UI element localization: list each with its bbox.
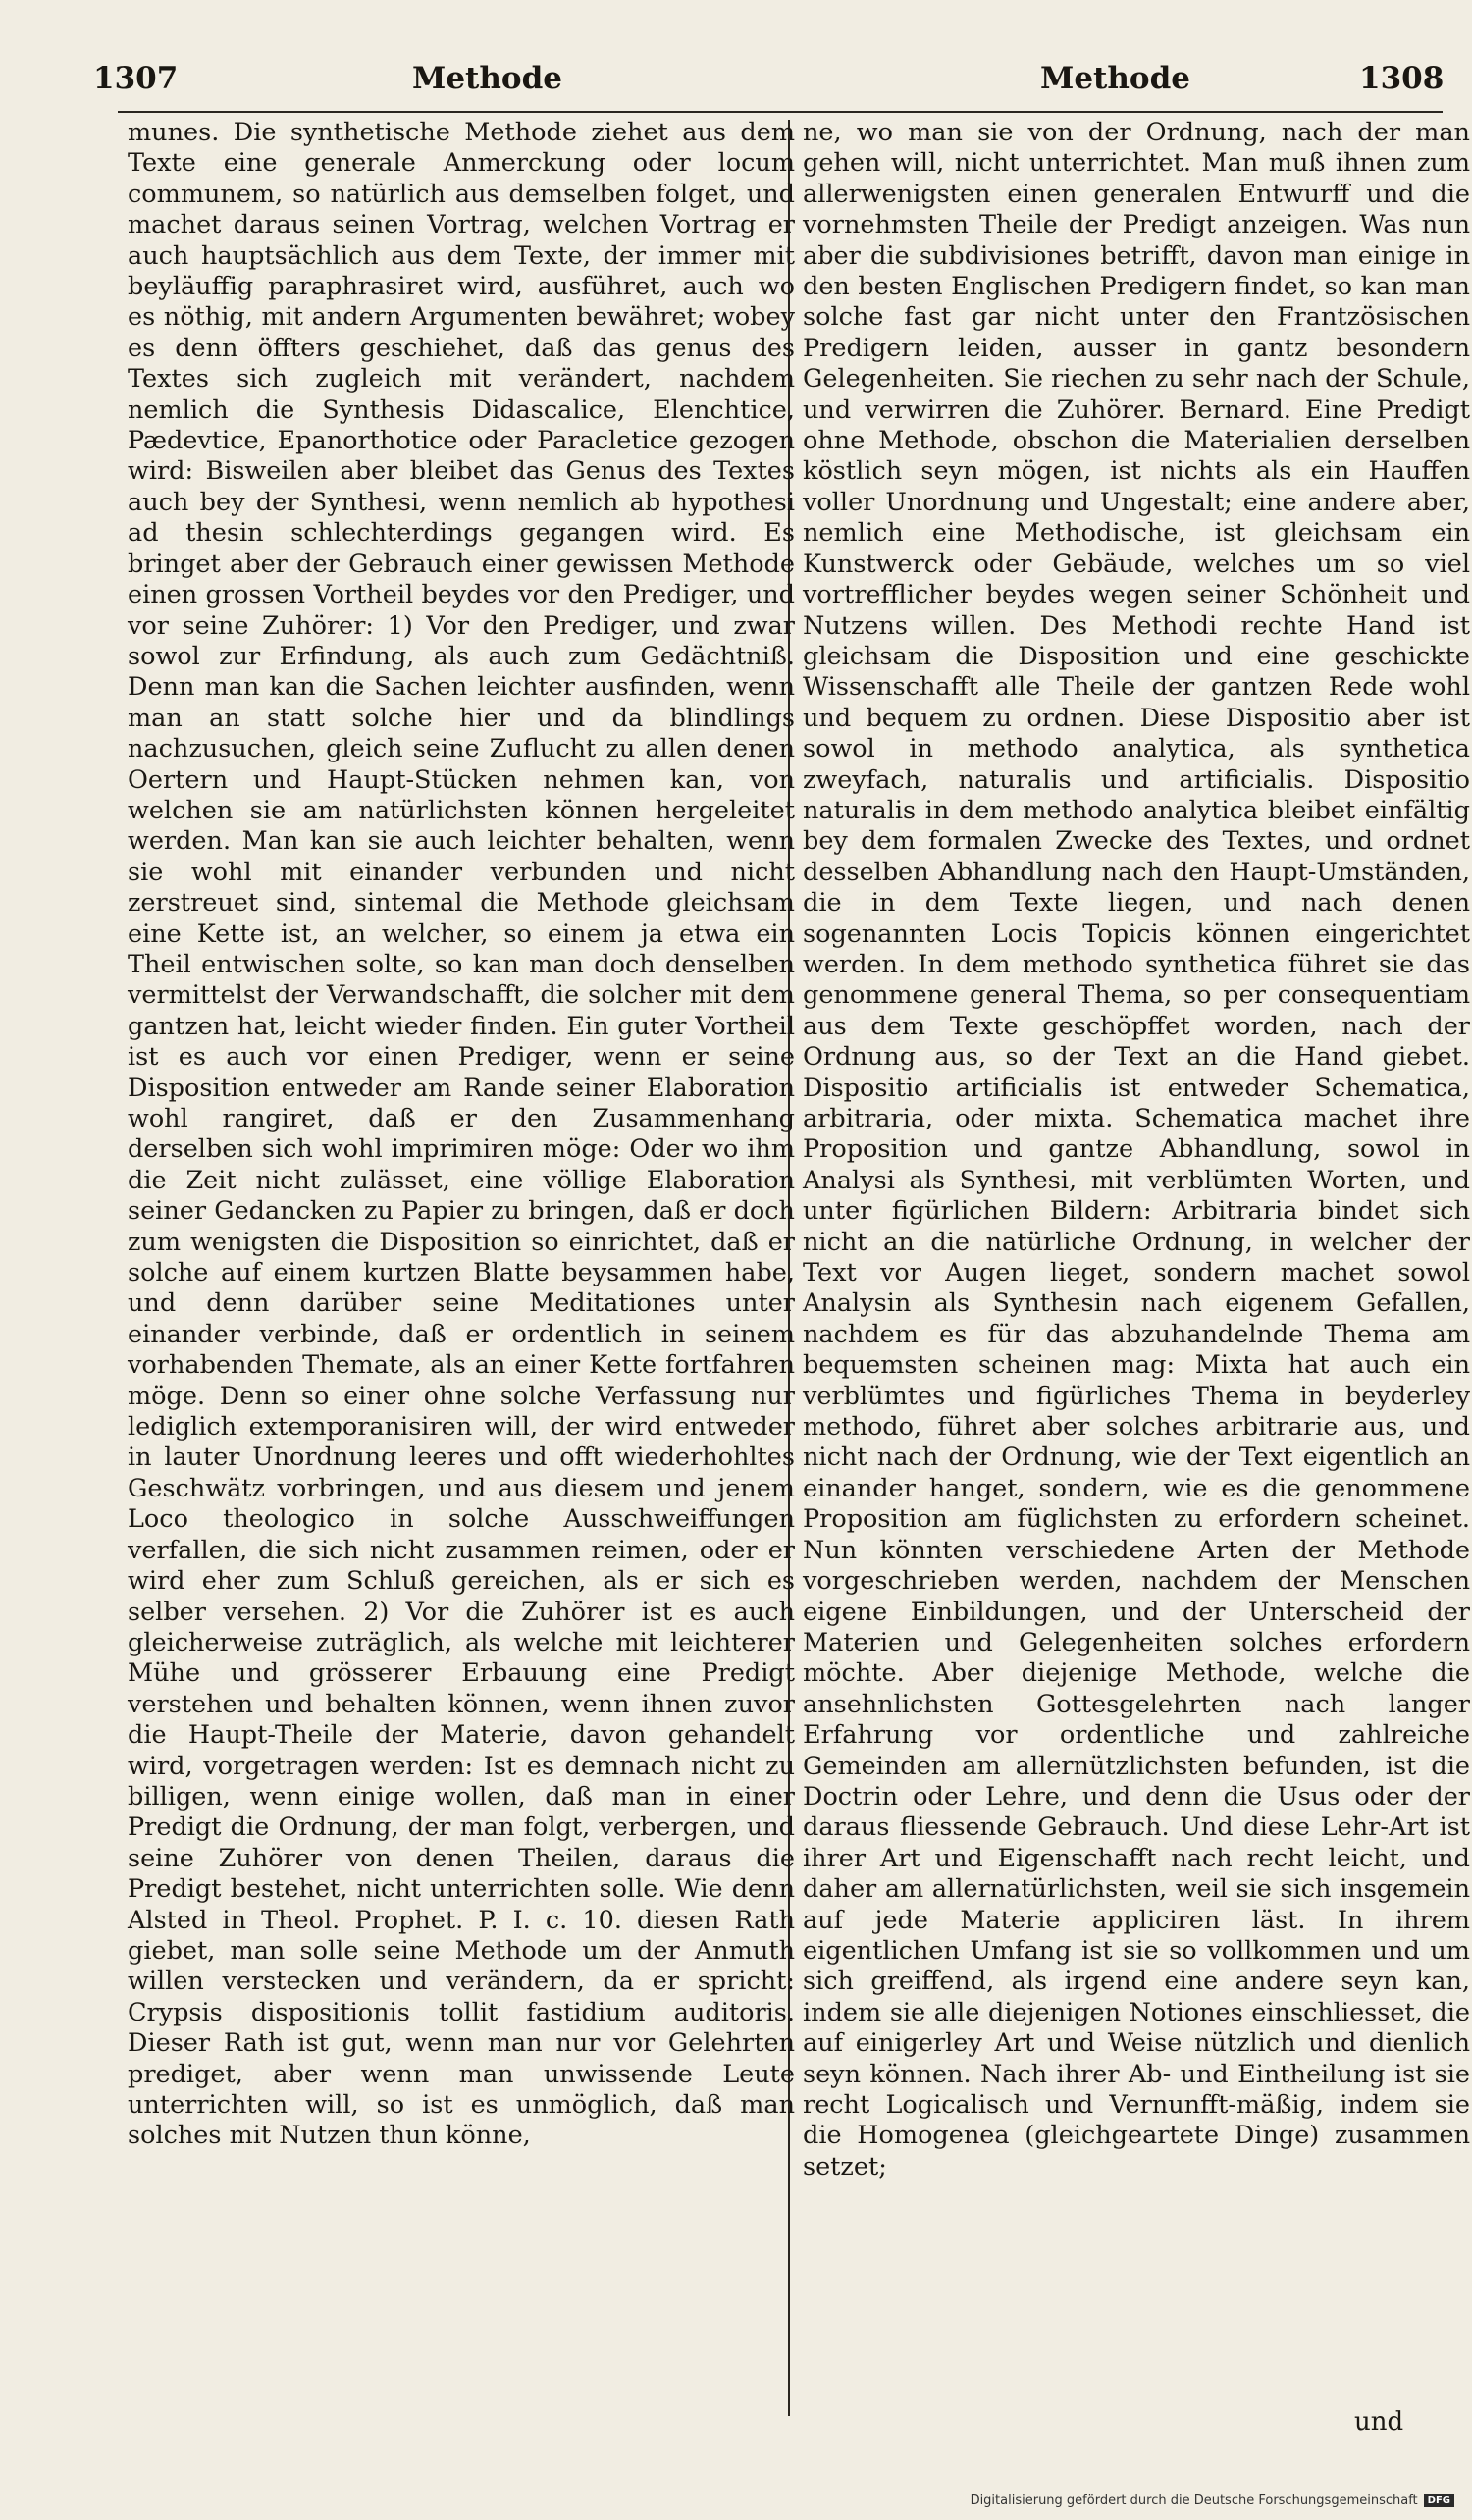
right-column-text: ne, wo man sie von der Ordnung, nach der man gehen will, nicht unterrichtet. Man muß ihnen zum allerwenigsten einen generalen Entwurff und die vornehmsten Theile der Predigt anzeigen. Was nun aber die subdivisiones betrifft, davon man einige in den besten Englischen Predigern findet, so kan man solche fast gar nicht unter den Frantzösischen Predigern leiden, ausser in gantz besondern Gelegenheiten. Sie riechen zu sehr nach der Schule, und verwirren die Zuhörer. Bernard. Eine Predigt ohne Methode, obschon die Materialien derselben köstlich seyn mögen, ist nichts als ein Hauffen voller Unordnung und Ungestalt; eine andere aber, nemlich eine Methodische, ist gleichsam ein Kunstwerck oder Gebäude, welches um so viel vortrefflicher beydes wegen seiner Schönheit und Nutzens willen. Des Methodi rechte Hand ist gleichsam die Disposition und eine geschickte Wissenschafft alle Theile der gantzen Rede wohl und bequem zu ordnen. Diese Dispositio aber ist sowol in methodo analytica, als synthetica zweyfach, naturalis und artificialis. Dispositio naturalis in dem methodo analytica bleibet einfältig bey dem formalen Zwecke des Textes, und ordnet desselben Abhandlung nach den Haupt-Umständen, die in dem Texte liegen, und nach denen sogenannten Locis Topicis können eingerichtet werden. In dem methodo synthetica führet sie das genommene general Thema, so per consequentiam aus dem Texte geschöpffet worden, nach der Ordnung aus, so der Text an die Hand giebet. Dispositio artificialis ist entweder Schematica, arbitraria, oder mixta. Schematica machet ihre Proposition und gantze Abhandlung, sowol in Analysi als Synthesi, mit verblümten Worten, und unter figürlichen Bildern: Arbitraria bindet sich nicht an die natürliche Ordnung, in welcher der Text vor Augen lieget, sondern machet sowol Analysin als Synthesin nach eigenem Gefallen, nachdem es für das abzuhandelnde Thema am bequemsten scheinen mag: Mixta hat auch ein verblümtes und figürliches Thema in beyderley methodo, führet aber solches arbitrarie aus, und nicht nach der Ordnung, wie der Text eigentlich an einander hanget, sondern, wie es die genommene Proposition am füglichsten zu erfordern scheinet. Nun könnten verschiedene Arten der Methode vorgeschrieben werden, nachdem der Menschen eigene Einbildungen, und der Unterscheid der Materien und Gelegenheiten solches erfordern möchte. Aber diejenige Methode, welche die ansehnlichsten Gottesgelehrten nach langer Erfahrung vor ordentliche und zahlreiche Gemeinden am allernützlichsten befunden, ist die Doctrin oder Lehre, und denn die Usus oder der daraus fliessende Gebrauch. Und diese Lehr-Art ist ihrer Art und Eigenschafft nach recht leicht, und daher am allernatürlichsten, weil sie sich insgemein auf jede Materie appliciren läst. In ihrem eigentlichen Umfang ist sie so vollkommen und um sich greiffend, als irgend eine andere seyn kan, indem sie alle diejenigen Notiones einschliesset, die auf einigerley Art und Weise nützlich und dienlich seyn können. Nach ihrer Ab- und Eintheilung ist sie recht Logicalisch und Vernunfft-mäßig, indem sie die Homogenea (gleichgeartete Dinge) zusammen setzet;: [803, 118, 1470, 2181]
digitization-footer: [971, 2494, 1454, 2508]
header-rule: [118, 111, 1443, 113]
running-header: [0, 61, 1472, 116]
footer-credit: Digitalisierung gefördert durch die Deutsche Forschungsgemeinschaft: [970, 2494, 1418, 2508]
right-column: [803, 118, 1470, 2182]
dfg-logo-icon: DFG: [1424, 2494, 1454, 2507]
page-number-left: 1307: [93, 61, 179, 96]
catchword: und: [1354, 2407, 1404, 2437]
left-column: [128, 118, 795, 2152]
headword-left: Methode: [412, 61, 562, 96]
page-number-right: 1308: [1359, 61, 1445, 96]
headword-right: Methode: [1040, 61, 1190, 96]
left-column-text: munes. Die synthetische Methode ziehet aus dem Texte eine generale Anmerckung oder locum communem, so natürlich aus demselben folget, und machet daraus seinen Vortrag, welchen Vortrag er auch hauptsächlich aus dem Texte, der immer mit beyläuffig paraphrasiret wird, ausführet, auch wo es nöthig, mit andern Argumenten bewähret; wobey es denn öffters geschiehet, daß das genus des Textes sich zugleich mit verändert, nachdem nemlich die Synthesis Didascalice, Elenchtice, Pædevtice, Epanorthotice oder Paracletice gezogen wird: Bisweilen aber bleibet das Genus des Textes auch bey der Synthesi, wenn nemlich ab hypothesi ad thesin schlechterdings gegangen wird. Es bringet aber der Gebrauch einer gewissen Methode einen grossen Vortheil beydes vor den Prediger, und vor seine Zuhörer: 1) Vor den Prediger, und zwar sowol zur Erfindung, als auch zum Gedächtniß. Denn man kan die Sachen leichter ausfinden, wenn man an statt solche hier und da blindlings nachzusuchen, gleich seine Zuflucht zu allen denen Oertern und Haupt-Stücken nehmen kan, von welchen sie am natürlichsten können hergeleitet werden. Man kan sie auch leichter behalten, wenn sie wohl mit einander verbunden und nicht zerstreuet sind, sintemal die Methode gleichsam eine Kette ist, an welcher, so einem ja etwa ein Theil entwischen solte, so kan man doch denselben vermittelst der Verwandschafft, die solcher mit dem gantzen hat, leicht wieder finden. Ein guter Vortheil ist es auch vor einen Prediger, wenn er seine Disposition entweder am Rande seiner Elaboration wohl rangiret, daß er den Zusammenhang derselben sich wohl imprimiren möge: Oder wo ihm die Zeit nicht zulässet, eine völlige Elaboration seiner Gedancken zu Papier zu bringen, daß er doch zum wenigsten die Disposition so einrichtet, daß er solche auf einem kurtzen Blatte beysammen habe, und denn darüber seine Meditationes unter einander verbinde, daß er ordentlich in seinem vorhabenden Themate, als an einer Kette fortfahren möge. Denn so einer ohne solche Verfassung nur lediglich extemporanisiren will, der wird entweder in lauter Unordnung leeres und offt wiederhohltes Geschwätz vorbringen, und aus diesem und jenem Loco theologico in solche Ausschweiffungen verfallen, die sich nicht zusammen reimen, oder er wird eher zum Schluß gereichen, als er sich es selber versehen. 2) Vor die Zuhörer ist es auch gleicherweise zuträglich, als welche mit leichterer Mühe und grösserer Erbauung eine Predigt verstehen und behalten können, wenn ihnen zuvor die Haupt-Theile der Materie, davon gehandelt wird, vorgetragen werden: Ist es demnach nicht zu billigen, wenn einige wollen, daß man in einer Predigt die Ordnung, der man folgt, verbergen, und seine Zuhörer von denen Theilen, daraus die Predigt bestehet, nicht unterrichten solle. Wie denn Alsted in Theol. Prophet. P. I. c. 10. diesen Rath giebet, man solle seine Methode um der Anmuth willen verstecken und verändern, da er spricht: Crypsis dispositionis tollit fastidium auditoris. Dieser Rath ist gut, wenn man nur vor Gelehrten prediget, aber wenn man unwissende Leute unterrichten will, so ist es unmöglich, daß man solches mit Nutzen thun könne,: [128, 118, 795, 2151]
